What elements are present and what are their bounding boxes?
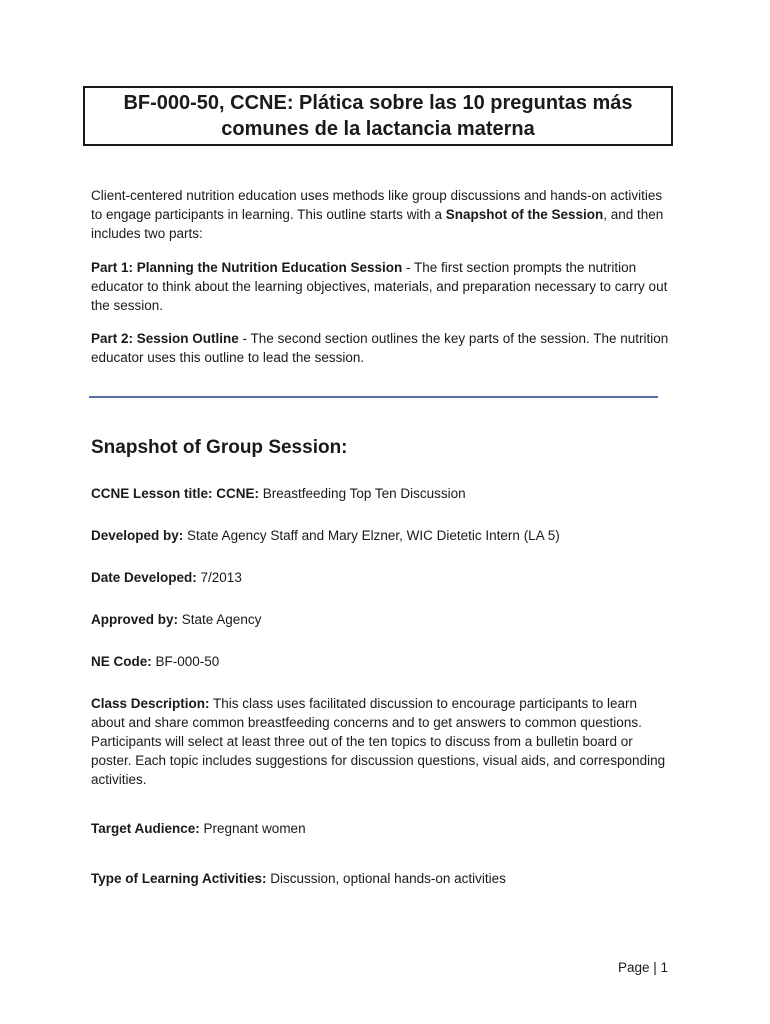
field-lesson-title [91, 484, 671, 503]
snapshot-heading: Snapshot of Group Session: [91, 437, 348, 458]
field-developed-by-label: Developed by: [91, 528, 184, 543]
document-title-box [83, 86, 673, 146]
field-date-developed [91, 568, 671, 587]
part1-label: Part 1: Planning the Nutrition Education Session [91, 260, 403, 275]
intro-text-1: Client-centered nutrition education uses methods like group discussions and hands-on activities to engage participants in learning. This outline starts with a [91, 188, 663, 222]
field-lesson-title-value: Breastfeeding Top Ten Discussion [259, 486, 466, 501]
field-approved-by-value: State Agency [178, 612, 262, 627]
field-approved-by-label: Approved by: [91, 612, 179, 627]
page-number: Page | 1 [617, 960, 668, 975]
intro-paragraph [91, 186, 671, 243]
field-lesson-title-label: CCNE Lesson title: CCNE: [91, 486, 260, 501]
part1-text: - The first section prompts the nutrition educator to think about the learning objectives, materials, and preparation necessary to carry out the session. [91, 260, 668, 313]
field-target-audience-value: Pregnant women [199, 821, 306, 836]
intro-text-2: , and then includes two parts: [91, 207, 664, 241]
document-title-line-2: comunes de la lactancia materna [221, 118, 535, 140]
field-date-developed-value: 7/2013 [196, 570, 242, 585]
field-developed-by-value: State Agency Staff and Mary Elzner, WIC Dietetic Intern (LA 5) [183, 528, 560, 543]
field-ne-code-value: BF-000-50 [151, 654, 220, 669]
field-target-audience [91, 819, 671, 838]
field-learning-activities [91, 869, 671, 888]
field-ne-code-label: NE Code: [91, 654, 152, 669]
field-developed-by [91, 526, 671, 545]
field-class-description-value: This class uses facilitated discussion to encourage participants to learn about and share common breastfeeding concerns and to get answers to common questions. Participants will select at least three out of the ten topics to discuss from a bulletin board or poster. Each topic includes suggestions for discussion questions, visual aids, and corresponding activities. [91, 696, 666, 787]
intro-bold-snapshot: Snapshot of the Session [445, 207, 604, 222]
field-ne-code [91, 652, 671, 671]
section-divider [89, 396, 658, 398]
field-learning-activities-label: Type of Learning Activities: [91, 871, 267, 886]
part2-text: - The second section outlines the key parts of the session. The nutrition educator uses this outline to lead the session. [91, 331, 669, 365]
part1-paragraph [91, 258, 671, 315]
field-target-audience-label: Target Audience: [91, 821, 200, 836]
field-learning-activities-value: Discussion, optional hands-on activities [266, 871, 506, 886]
document-title-line-1: BF-000-50, CCNE: Plática sobre las 10 preguntas más [123, 92, 633, 114]
field-class-description-label: Class Description: [91, 696, 210, 711]
field-class-description [91, 694, 671, 789]
part2-paragraph [91, 329, 671, 367]
field-date-developed-label: Date Developed: [91, 570, 197, 585]
part2-label: Part 2: Session Outline [91, 331, 239, 346]
field-approved-by [91, 610, 671, 629]
